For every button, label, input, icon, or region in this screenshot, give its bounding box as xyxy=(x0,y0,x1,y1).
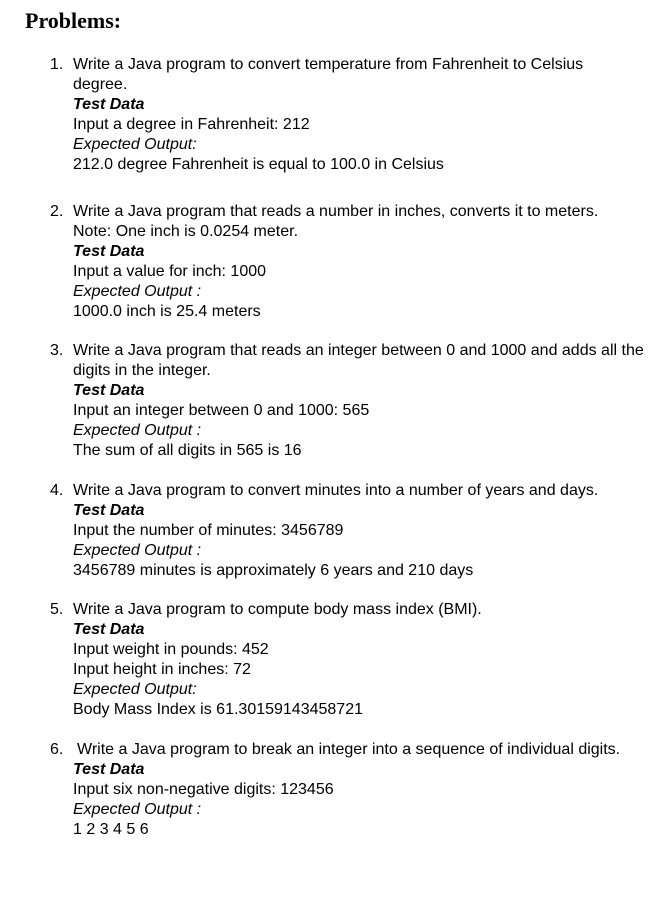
test-input-line: Input a value for inch: 1000 xyxy=(73,263,267,280)
test-data-label: Test Data xyxy=(73,243,145,260)
problem-number: 2. xyxy=(50,203,64,220)
problem-statement: Write a Java program to break an integer into a sequence of individual digits. xyxy=(77,741,621,758)
test-data-label: Test Data xyxy=(73,96,145,113)
problem-statement: Write a Java program to convert temperature from Fahrenheit to Celsius degree. xyxy=(73,56,584,93)
expected-output-value: Body Mass Index is 61.30159143458721 xyxy=(73,701,363,718)
test-data-label: Test Data xyxy=(73,382,145,399)
expected-output-label: Expected Output : xyxy=(73,801,202,818)
test-input-line: Input six non-negative digits: 123456 xyxy=(73,781,334,798)
expected-output-value: The sum of all digits in 565 is 16 xyxy=(73,442,302,459)
problem-statement: Write a Java program that reads a number in inches, converts it to meters. xyxy=(73,203,599,220)
expected-output-label: Expected Output : xyxy=(73,422,202,439)
test-data-label: Test Data xyxy=(73,621,145,638)
problem-statement: Write a Java program to convert minutes into a number of years and days. xyxy=(73,482,599,499)
problem-item xyxy=(50,600,651,720)
test-data-label: Test Data xyxy=(73,502,145,519)
problem-statement: Write a Java program that reads an integer between 0 and 1000 and adds all the digits in the integer. xyxy=(73,342,644,379)
expected-output-value: 3456789 minutes is approximately 6 years and 210 days xyxy=(73,562,474,579)
expected-output-value: 1000.0 inch is 25.4 meters xyxy=(73,303,261,320)
expected-output-value: 212.0 degree Fahrenheit is equal to 100.0 in Celsius xyxy=(73,156,444,173)
problem-item xyxy=(50,55,651,175)
problem-number: 6. xyxy=(50,741,64,758)
problem-item xyxy=(50,202,651,322)
problem-item xyxy=(50,740,651,840)
test-data-label: Test Data xyxy=(73,761,145,778)
problem-number: 1. xyxy=(50,56,64,73)
test-input-line: Input height in inches: 72 xyxy=(73,661,251,678)
expected-output-label: Expected Output: xyxy=(73,681,197,698)
test-input-line: Input weight in pounds: 452 xyxy=(73,641,269,658)
page-heading: Problems: xyxy=(25,8,122,33)
problem-number: 3. xyxy=(50,342,64,359)
problem-number: 4. xyxy=(50,482,64,499)
problem-statement: Write a Java program to compute body mass index (BMI). xyxy=(73,601,482,618)
problem-item xyxy=(50,481,651,581)
test-input-line: Input a degree in Fahrenheit: 212 xyxy=(73,116,310,133)
test-input-line: Input an integer between 0 and 1000: 565 xyxy=(73,402,370,419)
problem-note: Note: One inch is 0.0254 meter. xyxy=(73,223,299,240)
expected-output-value: 1 2 3 4 5 6 xyxy=(73,821,149,838)
problem-item xyxy=(50,341,651,461)
expected-output-label: Expected Output : xyxy=(73,283,202,300)
test-input-line: Input the number of minutes: 3456789 xyxy=(73,522,344,539)
expected-output-label: Expected Output : xyxy=(73,542,202,559)
problem-number: 5. xyxy=(50,601,64,618)
expected-output-label: Expected Output: xyxy=(73,136,197,153)
